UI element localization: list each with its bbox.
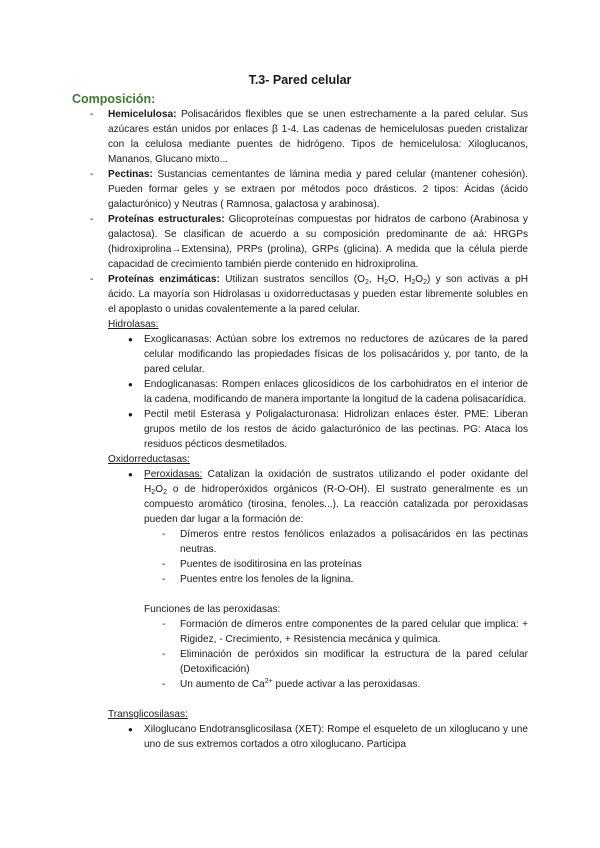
item-text: Sustancias cementantes de lámina media y pared celular (mantener cohesión). Pueden formar geles y se extraen por métodos poco drásticos. 2 tipos: Ácidas (ácido galacturónico) y Neutras ( Ramnosa, galactosa y arabinosa). xyxy=(108,169,528,210)
subheading-label: Transglicosilasas: xyxy=(108,709,188,720)
bullet-text: Exoglicanasas: Actúan sobre los extremos no reductores de azúcares de la pared celular modificando las propiedades físicas de los polisacáridos y, por tanto, de la pared celular. xyxy=(144,334,528,375)
dash-item xyxy=(0,677,600,692)
dash-marker: - xyxy=(90,214,94,225)
dash-text: Puentes de isoditirosina en las proteínas xyxy=(180,559,362,570)
subheading-label: Oxidorreductasas: xyxy=(108,454,190,465)
item-text: Utilizan sustratos sencillos (O xyxy=(219,274,365,285)
list-item-pectinas xyxy=(0,167,600,212)
dash-text: Un aumento de Ca xyxy=(180,679,265,690)
funciones-label: Funciones de las peroxidasas: xyxy=(144,604,281,615)
bullet-icon: ● xyxy=(128,410,133,419)
dash-text: puede activar a las peroxidasas. xyxy=(272,679,421,690)
bullet-text: Pectil metil Esterasa y Poligalacturonasa: Hidrolizan enlaces éster. PME: Liberan grupos metilo de los restos de ácido galacturónico de las pectinas. PG: Ataca los residuos pécticos desmetilados. xyxy=(144,409,528,450)
hidrolasas-heading xyxy=(0,317,600,332)
item-text: O, H xyxy=(388,274,412,285)
term: Pectinas: xyxy=(108,169,153,180)
subscript: 2 xyxy=(364,279,369,286)
bullet-icon: ● xyxy=(128,380,133,389)
dash-marker: - xyxy=(162,574,166,585)
subscript: 2 xyxy=(411,279,416,286)
bullet-text: Xiloglucano Endotransglicosilasa (XET): Rompe el esqueleto de un xiloglucano y une uno de sus extremos cortados a otro xiloglucano. Participa xyxy=(144,724,528,750)
item-text: Polisacáridos flexibles que se unen estrechamente a la pared celular. Sus azúcares están unidos por enlaces β 1-4. Las cadenas de hemicelulosas pueden cristalizar con la celulosa mediante puentes de hidrógeno. Tipos de hemicelulosa: Xiloglucanos, Mananos, Glucano mixto... xyxy=(108,109,528,165)
subscript: 2 xyxy=(151,489,156,496)
spacer xyxy=(0,692,600,707)
section-heading: Composición: xyxy=(72,92,156,106)
dash-marker: - xyxy=(162,679,166,690)
oxidorreductasas-heading xyxy=(0,452,600,467)
dash-marker: - xyxy=(162,559,166,570)
bullet-text: Catalizan la oxidación de sustratos utilizando el poder oxidante del H xyxy=(144,469,528,495)
bullet-item-peroxidasas xyxy=(0,467,600,527)
content-body xyxy=(0,107,600,752)
bullet-text: Endoglicanasas: Rompen enlaces glicosídicos de los carbohidratos en el interior de la cadena, modificando de manera importante la longitud de la cadena polisacarídica. xyxy=(144,379,528,405)
bullet-text: o de hidroperóxidos orgánicos (R-O-OH). El sustrato generalmente es un compuesto aromático (tirosina, fenoles...). La reacción catalizada por peroxidasas pueden dar lugar a la formación de: xyxy=(144,484,528,525)
item-text: , H xyxy=(368,274,385,285)
dash-item xyxy=(0,572,600,587)
list-item-proteinas-estructurales xyxy=(0,212,600,272)
list-item-hemicelulosa xyxy=(0,107,600,167)
subheading-label: Hidrolasas: xyxy=(108,319,159,330)
bullet-icon: ● xyxy=(128,335,133,344)
term: Hemicelulosa: xyxy=(108,109,177,120)
bullet-item xyxy=(0,332,600,377)
dash-text: Eliminación de peróxidos sin modificar la estructura de la pared celular (Detoxificación) xyxy=(180,649,528,675)
superscript: 2+ xyxy=(264,678,273,685)
subscript: 2 xyxy=(163,489,167,496)
bullet-text: O xyxy=(155,484,164,495)
dash-marker: - xyxy=(162,529,166,540)
bullet-item xyxy=(0,722,600,752)
term: Proteínas enzimáticas: xyxy=(108,274,220,285)
dash-item xyxy=(0,527,600,557)
dash-text: Formación de dímeros entre componentes de la pared celular que implica: + Rigidez, - Crecimiento, + Resistencia mecánica y química. xyxy=(180,619,528,645)
dash-item xyxy=(0,557,600,572)
spacer xyxy=(0,587,600,602)
bullet-icon: ● xyxy=(128,725,133,734)
subscript: 2 xyxy=(423,279,428,286)
dash-item xyxy=(0,617,600,647)
funciones-heading xyxy=(0,602,600,617)
list-item-proteinas-enzimaticas xyxy=(0,272,600,317)
item-text: O xyxy=(415,274,424,285)
dash-text: Dímeros entre restos fenólicos enlazados a polisacáridos en las pectinas neutras. xyxy=(180,529,528,555)
dash-marker: - xyxy=(162,619,166,630)
bullet-label: Peroxidasas: xyxy=(144,469,203,480)
dash-marker: - xyxy=(90,109,94,120)
bullet-icon: ● xyxy=(128,470,133,479)
dash-marker: - xyxy=(162,649,166,660)
bullet-item xyxy=(0,407,600,452)
dash-marker: - xyxy=(90,169,94,180)
transglicosilasas-heading xyxy=(0,707,600,722)
dash-text: Puentes entre los fenoles de la lignina. xyxy=(180,574,354,585)
term: Proteínas estructurales: xyxy=(108,214,225,225)
dash-item xyxy=(0,647,600,677)
item-text: Glicoproteínas compuestas por hidratos de carbono (Arabinosa y galactosa). Se clasifican de acuerdo a su composición predominante de aá: HRGPs (hidroxiprolina→Extensina), PRPs (prolina), GRPs (glicina). A medida que la célula pierde capacidad de crecimiento también pierde contenido en hidroxiprolina. xyxy=(108,214,528,270)
page-title: T.3- Pared celular xyxy=(248,73,352,87)
bullet-item xyxy=(0,377,600,407)
item-text: ) y son activas a pH ácido. La mayoría son Hidrolasas u oxidorreductasas y pueden estar libremente solubles en el apoplasto o unidas covalentemente a la pared celular. xyxy=(108,274,529,315)
subscript: 2 xyxy=(384,279,389,286)
dash-marker: - xyxy=(90,274,94,285)
